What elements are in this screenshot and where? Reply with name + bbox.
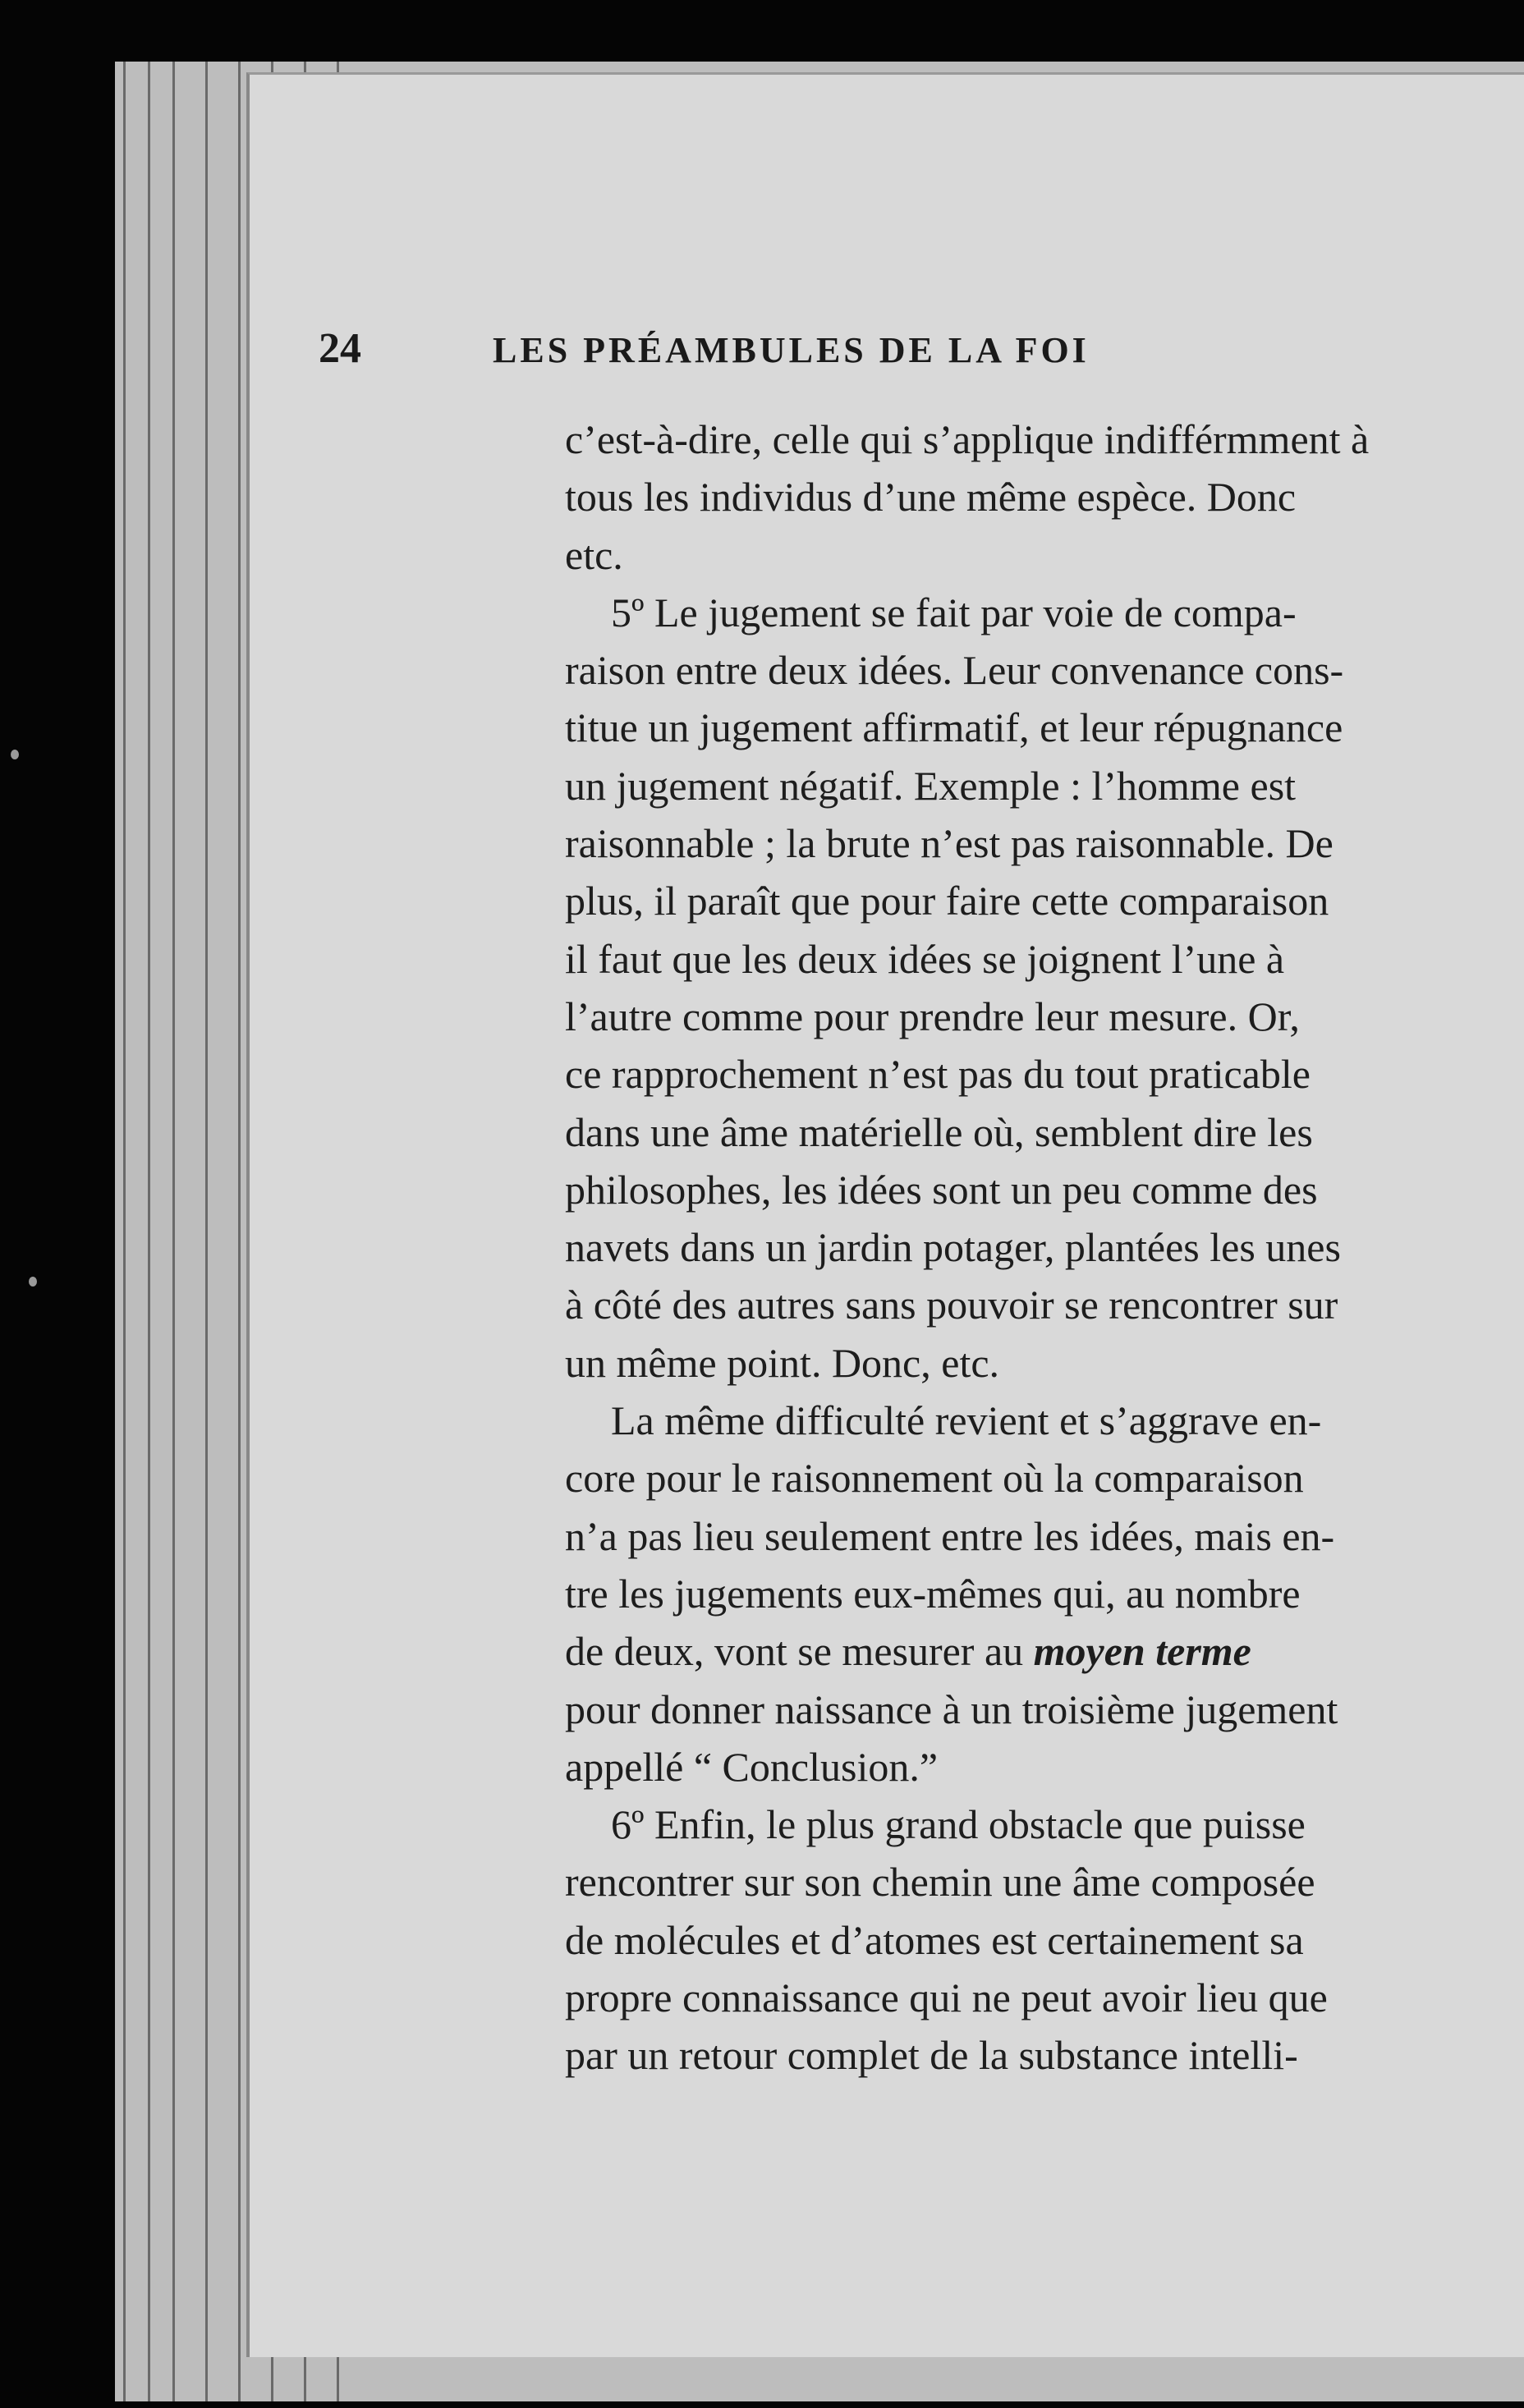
- text-line: propre connaissance qui ne peut avoir lieu que: [565, 1975, 1328, 2021]
- text-line: c’est-à-dire, celle qui s’applique indifférmment à: [565, 416, 1370, 462]
- text-line: tre les jugements eux-mêmes qui, au nombre: [565, 1570, 1301, 1617]
- running-title: LES PRÉAMBULES DE LA FOI: [493, 330, 1090, 370]
- text-line: navets dans un jardin potager, plantées les unes: [565, 1224, 1341, 1271]
- text-fragment: de deux, vont se mesurer au: [565, 1628, 1024, 1675]
- page-edge-line: [205, 62, 208, 2401]
- text-line: appellé “ Conclusion.”: [565, 1743, 939, 1790]
- text-line: raison entre deux idées. Leur convenance cons-: [565, 647, 1344, 694]
- text-line: par un retour complet de la substance intelli-: [565, 2032, 1298, 2079]
- text-line: un jugement négatif. Exemple : l’homme est: [565, 762, 1297, 809]
- page-edge-line: [123, 62, 126, 2401]
- page-edge-line: [238, 62, 241, 2401]
- text-line: dans une âme matérielle où, semblent dire les: [565, 1108, 1313, 1155]
- text-line: plus, il paraît que pour faire cette comparaison: [565, 878, 1329, 924]
- text-line: l’autre comme pour prendre leur mesure. Or,: [565, 993, 1300, 1039]
- text-line: 6º Enfin, le plus grand obstacle que puisse: [611, 1801, 1306, 1848]
- text-line: tous les individus d’une même espèce. Donc: [565, 474, 1297, 521]
- text-line: pour donner naissance à un troisième jugement: [565, 1686, 1338, 1732]
- text-line: titue un jugement affirmatif, et leur répugnance: [565, 704, 1343, 751]
- page-edge-line: [148, 62, 150, 2401]
- text-line: n’a pas lieu seulement entre les idées, mais en-: [565, 1512, 1335, 1559]
- text-line: etc.: [565, 531, 623, 578]
- text-line-with-italic: [565, 1622, 1524, 1680]
- text-line: de molécules et d’atomes est certainement sa: [565, 1916, 1304, 1963]
- text-line: 5º Le jugement se fait par voie de compa-: [611, 589, 1297, 635]
- margin-speck: [11, 750, 19, 759]
- page-edge-line: [172, 62, 175, 2401]
- text-line: raisonnable ; la brute n’est pas raisonnable. De: [565, 820, 1334, 867]
- text-line: core pour le raisonnement où la comparaison: [565, 1455, 1304, 1502]
- italic-phrase: moyen terme: [1033, 1628, 1251, 1675]
- page-header: [319, 324, 1304, 374]
- text-line: La même difficulté revient et s’aggrave en-: [611, 1397, 1322, 1444]
- text-line: ce rapprochement n’est pas du tout praticable: [565, 1051, 1311, 1098]
- text-line: rencontrer sur son chemin une âme composée: [565, 1859, 1315, 1906]
- text-line: à côté des autres sans pouvoir se rencontrer sur: [565, 1282, 1338, 1328]
- text-line: philosophes, les idées sont un peu comme des: [565, 1166, 1318, 1213]
- text-line: un même point. Donc, etc.: [565, 1339, 1000, 1386]
- page-number: 24: [319, 325, 361, 372]
- text-line: il faut que les deux idées se joignent l’une à: [565, 935, 1285, 982]
- body-text: [565, 411, 1524, 2085]
- margin-speck: [29, 1277, 37, 1287]
